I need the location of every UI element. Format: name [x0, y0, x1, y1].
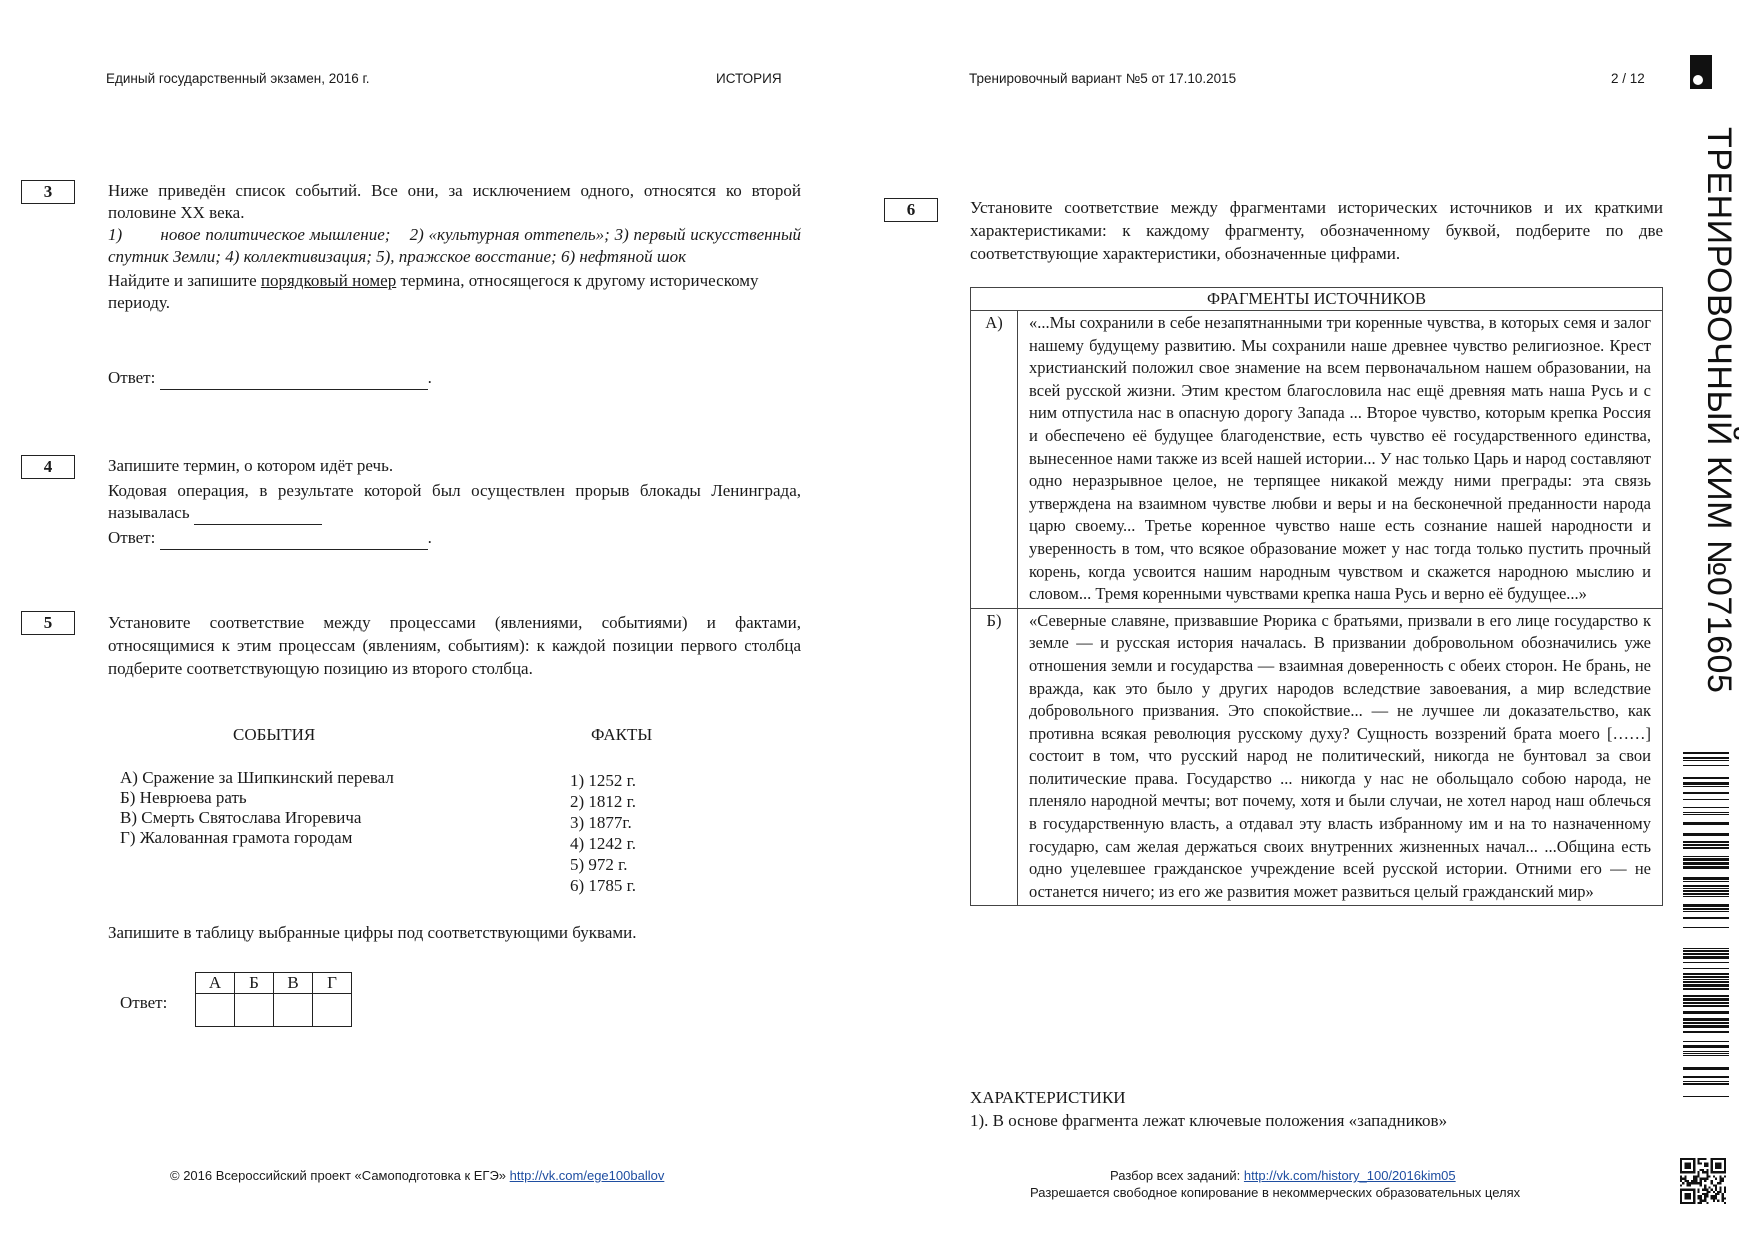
- fragment-text: «Северные славяне, призвавшие Рюрика с братьями, призвали в его лице государство к земле — и русская история началась. В призвании добровольном обозначились уже отношения земли и государства — взаимная доверенность с обеих сторон. Не брань, не вражда, как это было у других народов вследствие завоевания, а мир вследствие добровольного призвания. Это спокойствие... — не лучшее ли доказательство, как противна всякая революция русскому духу? Сущность воззрений брата моего [……] состоит в том, что русский народ не политический, никогда не бунтовал за свои политические права. Государство ... никогда у нас не обольщало собою народа, не пленяло народной мечты; вот почему, хотя и были случаи, не хотел народ наш облечься в государственную власть, а отдавал эту власть избранному им и на то назначенному государю, сам желая держаться своих внутренних жизненных начал... ...Община есть одно уцелевшее гражданское учреждение всей русской истории. Отними его — не останется ничего; из его же развития может развиться целый гражданский мир»: [1029, 610, 1651, 901]
- list-item: Б) Неврюева рать: [120, 788, 247, 807]
- task-3-instruction: [108, 270, 801, 314]
- task-4-line2: Кодовая операция, в результате которой был осуществлен прорыв блокады Ленинграда, называлась: [108, 481, 801, 522]
- answer-letter: Б: [235, 973, 274, 994]
- characteristics-header: ХАРАКТЕРИСТИКИ: [970, 1088, 1126, 1107]
- list-item: 2) 1812 г.: [570, 792, 636, 811]
- task-5-answer-table: [195, 972, 352, 1027]
- task-4-answer: Ответ: .: [108, 527, 801, 550]
- sources-table: [970, 287, 1663, 906]
- fragment-label: А): [971, 311, 1018, 608]
- task-4-line1: Запишите термин, о котором идёт речь.: [108, 456, 394, 475]
- footer-copyright: © 2016 Всероссийский проект «Самоподготовка к ЕГЭ»: [170, 1168, 507, 1183]
- characteristic-item: 1). В основе фрагмента лежат ключевые положения «западников»: [970, 1111, 1448, 1130]
- task-4-answer-line[interactable]: [160, 527, 428, 550]
- task-5-intro: Установите соответствие между процессами (явлениями, событиями) и фактами, относящимися к этим процессам (явлениям, событиям): к каждой позиции первого столбца подберите соответствующую позицию из второго столбца.: [108, 613, 801, 678]
- task-3-body: [108, 180, 806, 314]
- list-item: Г) Жалованная грамота городам: [120, 828, 353, 847]
- corner-marker-icon: [1690, 55, 1712, 89]
- list-item: 1) 1252 г.: [570, 771, 636, 790]
- answer-cell[interactable]: [313, 994, 352, 1027]
- task-5-events-list: [120, 768, 394, 848]
- footer-analysis-link[interactable]: http://vk.com/history_100/2016kim05: [1243, 1168, 1456, 1183]
- table-row: [971, 311, 1662, 608]
- task-4-answer-label: Ответ:: [108, 528, 156, 547]
- task-5-answer-label: Ответ:: [120, 993, 168, 1012]
- footer-left: [170, 1168, 664, 1183]
- header-page-number: 2 / 12: [1611, 71, 1645, 86]
- task-3-intro: Ниже приведён список событий. Все они, за исключением одного, относятся ко второй половине XX века.: [108, 181, 801, 222]
- task-3-options: 1) новое политическое мышление; 2) «культурная оттепель»; 3) первый искусственный спутник Земли; 4) коллективизация; 5), пражское восстание; 6) нефтяной шок: [108, 225, 806, 266]
- header-subject: ИСТОРИЯ: [716, 71, 782, 86]
- task-3-instruction-b: термина, относящегося к другому историческому периоду.: [108, 271, 759, 312]
- task-4-question: [108, 480, 801, 525]
- answer-cell[interactable]: [274, 994, 313, 1027]
- sources-table-header: ФРАГМЕНТЫ ИСТОЧНИКОВ: [971, 288, 1662, 311]
- answer-letter: В: [274, 973, 313, 994]
- task-4-number: 4: [21, 455, 75, 479]
- task-3-instruction-underlined: порядковый номер: [260, 271, 397, 290]
- answer-letter: Г: [313, 973, 352, 994]
- list-item: В) Смерть Святослава Игоревича: [120, 808, 362, 827]
- qr-code-icon: [1680, 1158, 1726, 1204]
- table-row: [971, 608, 1662, 906]
- task-3-answer-label: Ответ:: [108, 368, 156, 387]
- task-6-intro: Установите соответствие между фрагментами исторических источников и их краткими характеристиками: к каждому фрагменту, обозначенному буквой, подберите по две соответствующие характеристики, обозначенные цифрами.: [970, 198, 1663, 263]
- list-item: 3) 1877г.: [570, 813, 632, 832]
- fragment-text: «...Мы сохранили в себе незапятнанными три коренные чувства, в которых семя и залог нашему будущему развитию. Мы сохранили наше древнее чувство религиозное. Крест христианский положил свое знамение на всем первоначальном нашем образовании, на всей русской жизни. Этим крестом благословила нас ещё древняя мать наша Русь и с ним отпустила нас в опасную дорогу Запада ... Второе чувство, которым крепка Россия и обеспечено её будущее благоденствие, есть чувство её государственного единства, вынесенное нами также из всей нашей истории... У нас только Царь и народ составляют одно неразрывное целое, не терпящее никакой между ними преграды: эта связь утверждена на взаимном чувстве любви и веры и на бесконечной преданности народа царю своему... Третье коренное чувство наше есть сознание нашей народности и уверенность в том, что всякое образование может у нас тогда только пустить прочный корень, когда усвоится нашим народным чувством и скажется народною мыслию и словом... Тремя коренными чувствами крепка наша Русь и верно её будущее...»: [1029, 313, 1651, 604]
- list-item: 6) 1785 г.: [570, 876, 636, 895]
- vertical-kim-title: ТРЕНИРОВОЧНЫЙ КИМ №071605: [1700, 127, 1738, 694]
- task-5-facts-header: ФАКТЫ: [591, 725, 653, 744]
- task-6-number: 6: [884, 198, 938, 222]
- footer-copy-notice: Разрешается свободное копирование в некоммерческих образовательных целях: [1030, 1185, 1521, 1200]
- task-3-answer-line[interactable]: [160, 367, 428, 390]
- task-4-term-blank[interactable]: [194, 502, 322, 525]
- footer-right: [1110, 1168, 1456, 1183]
- header-variant: Тренировочный вариант №5 от 17.10.2015: [969, 71, 1237, 86]
- task-3-answer: Ответ: .: [108, 367, 432, 390]
- task-5-facts-list: [570, 770, 636, 896]
- list-item: А) Сражение за Шипкинский перевал: [120, 768, 394, 787]
- barcode-icon: [1683, 752, 1729, 1097]
- fragment-label: Б): [971, 609, 1018, 906]
- task-4-body: [108, 455, 801, 550]
- task-3-number: 3: [21, 180, 75, 204]
- header-exam-title: Единый государственный экзамен, 2016 г.: [106, 71, 370, 86]
- task-5-table-instruction: Запишите в таблицу выбранные цифры под соответствующими буквами.: [108, 923, 637, 942]
- task-3-instruction-a: Найдите и запишите: [108, 271, 261, 290]
- list-item: 5) 972 г.: [570, 855, 628, 874]
- answer-cell[interactable]: [235, 994, 274, 1027]
- list-item: 4) 1242 г.: [570, 834, 636, 853]
- footer-analysis-label: Разбор всех заданий:: [1110, 1168, 1241, 1183]
- task-5-events-header: СОБЫТИЯ: [233, 725, 316, 744]
- answer-letter: А: [196, 973, 235, 994]
- footer-project-link[interactable]: http://vk.com/ege100ballov: [509, 1168, 665, 1183]
- answer-cell[interactable]: [196, 994, 235, 1027]
- task-5-number: 5: [21, 611, 75, 635]
